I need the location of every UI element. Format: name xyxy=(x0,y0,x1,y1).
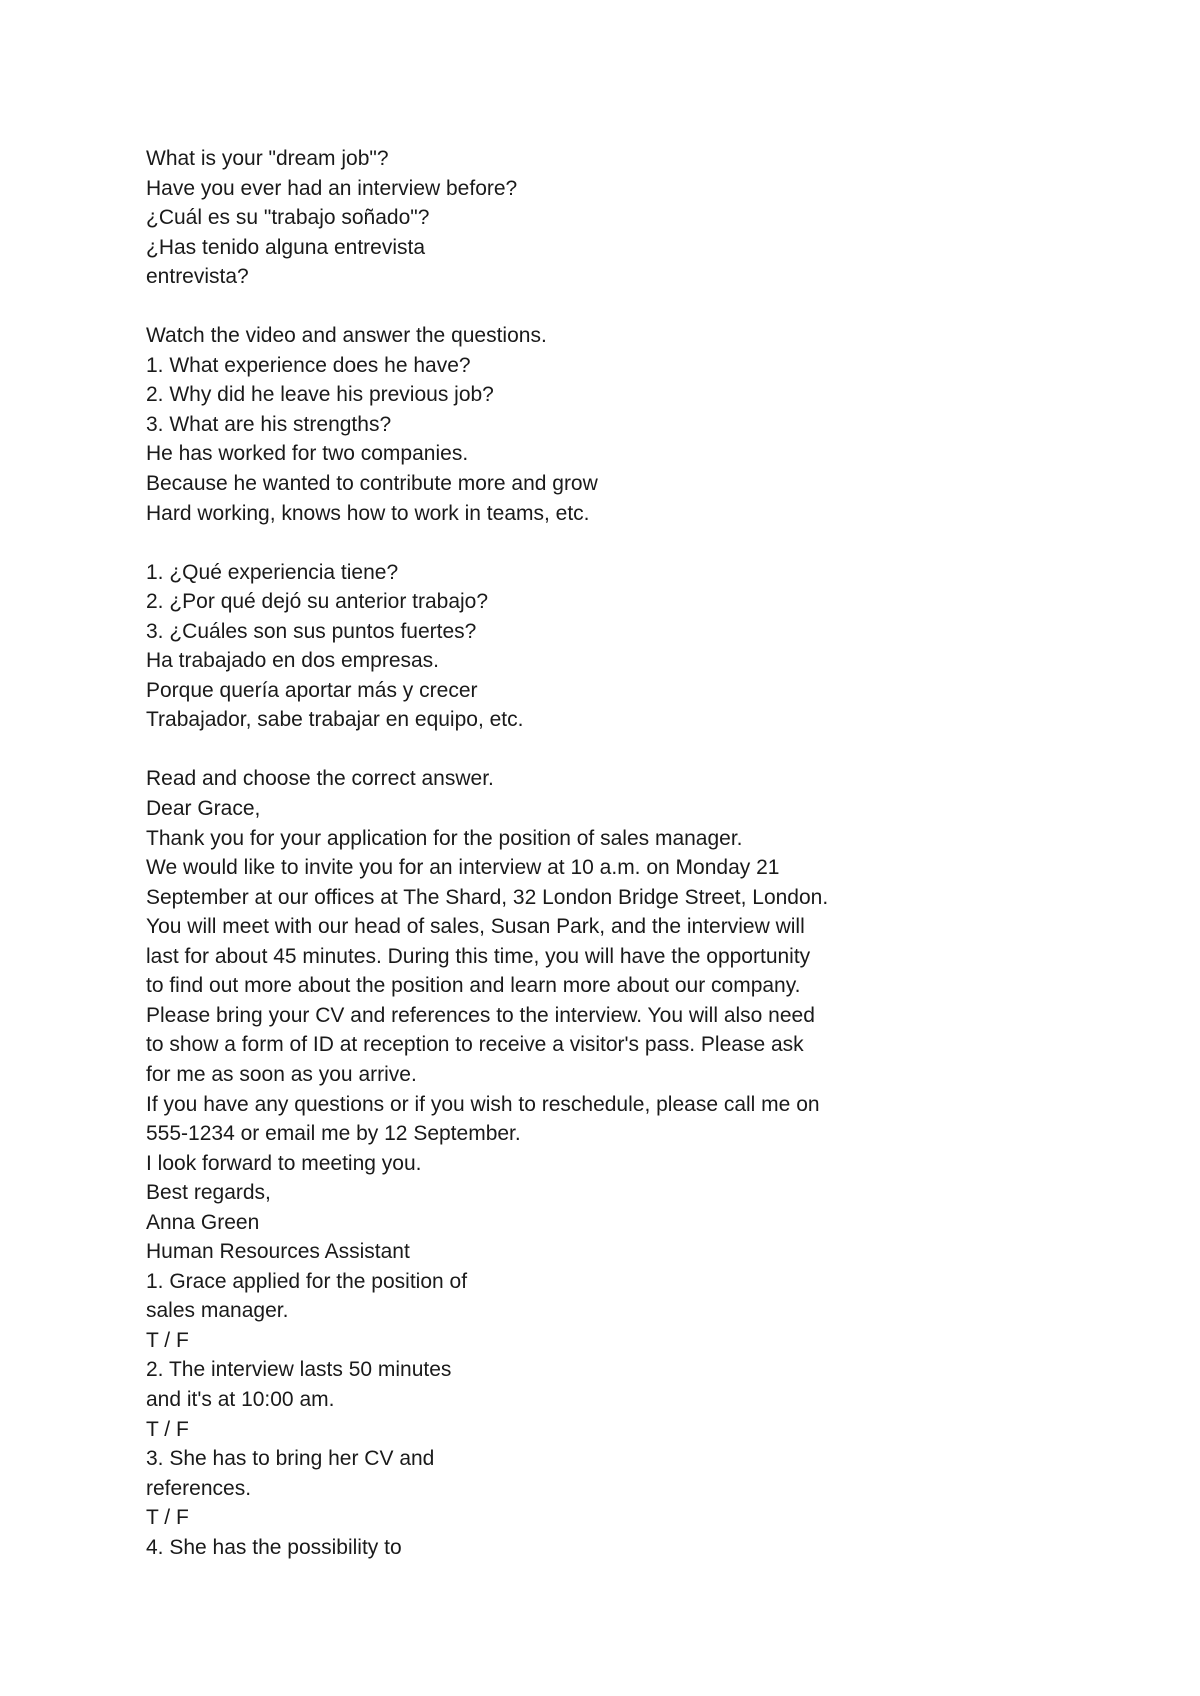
blank-line xyxy=(146,528,1146,558)
text-line: 1. Grace applied for the position of xyxy=(146,1269,468,1293)
text-line: Ha trabajado en dos empresas. xyxy=(146,649,440,673)
text-line: He has worked for two companies. xyxy=(146,442,469,466)
text-line: ¿Cuál es su "trabajo soñado"? xyxy=(146,206,430,230)
text-line: T / F xyxy=(146,1328,189,1352)
text-line: Have you ever had an interview before? xyxy=(146,176,518,200)
text-line: Trabajador, sabe trabajar en equipo, etc. xyxy=(146,708,524,732)
text-line: 1. ¿Qué experiencia tiene? xyxy=(146,560,399,584)
text-line: ¿Has tenido alguna entrevista xyxy=(146,235,425,259)
text-line: Human Resources Assistant xyxy=(146,1240,410,1264)
text-line: Read and choose the correct answer. xyxy=(146,767,494,791)
text-line: to find out more about the position and learn more about our company. xyxy=(146,974,801,998)
text-line: Porque quería aportar más y crecer xyxy=(146,678,478,702)
text-line: T / F xyxy=(146,1506,189,1530)
text-line: 3. ¿Cuáles son sus puntos fuertes? xyxy=(146,619,477,643)
blank-line xyxy=(146,292,1146,322)
text-line: You will meet with our head of sales, Susan Park, and the interview will xyxy=(146,915,805,939)
document-body xyxy=(146,144,1146,1562)
text-line: 4. She has the possibility to xyxy=(146,1535,402,1559)
text-line: to show a form of ID at reception to receive a visitor's pass. Please ask xyxy=(146,1033,804,1057)
text-line: 2. Why did he leave his previous job? xyxy=(146,383,494,407)
text-line: references. xyxy=(146,1476,252,1500)
text-line: 2. The interview lasts 50 minutes xyxy=(146,1358,452,1382)
text-line: September at our offices at The Shard, 32 London Bridge Street, London. xyxy=(146,885,829,909)
text-line: Watch the video and answer the questions. xyxy=(146,324,547,348)
text-line: 555-1234 or email me by 12 September. xyxy=(146,1122,521,1146)
blank-line xyxy=(146,735,1146,765)
text-line: If you have any questions or if you wish to reschedule, please call me on xyxy=(146,1092,820,1116)
text-line: 1. What experience does he have? xyxy=(146,353,471,377)
text-line: 3. She has to bring her CV and xyxy=(146,1447,435,1471)
text-line: 2. ¿Por qué dejó su anterior trabajo? xyxy=(146,590,489,614)
text-line: for me as soon as you arrive. xyxy=(146,1062,417,1086)
text-line: 3. What are his strengths? xyxy=(146,412,392,436)
text-line: Thank you for your application for the position of sales manager. xyxy=(146,826,743,850)
text-line: Anna Green xyxy=(146,1210,260,1234)
text-line: last for about 45 minutes. During this time, you will have the opportunity xyxy=(146,944,811,968)
text-line: Dear Grace, xyxy=(146,797,261,821)
text-line: I look forward to meeting you. xyxy=(146,1151,422,1175)
text-line: entrevista? xyxy=(146,265,249,289)
text-line: and it's at 10:00 am. xyxy=(146,1387,335,1411)
text-line: Hard working, knows how to work in teams, etc. xyxy=(146,501,590,525)
text-line: What is your "dream job"? xyxy=(146,147,389,170)
text-line: sales manager. xyxy=(146,1299,289,1323)
text-line: Because he wanted to contribute more and grow xyxy=(146,472,598,496)
text-line: Best regards, xyxy=(146,1181,271,1205)
text-line: We would like to invite you for an interview at 10 a.m. on Monday 21 xyxy=(146,856,780,880)
text-line: T / F xyxy=(146,1417,189,1441)
text-line: Please bring your CV and references to the interview. You will also need xyxy=(146,1003,815,1027)
